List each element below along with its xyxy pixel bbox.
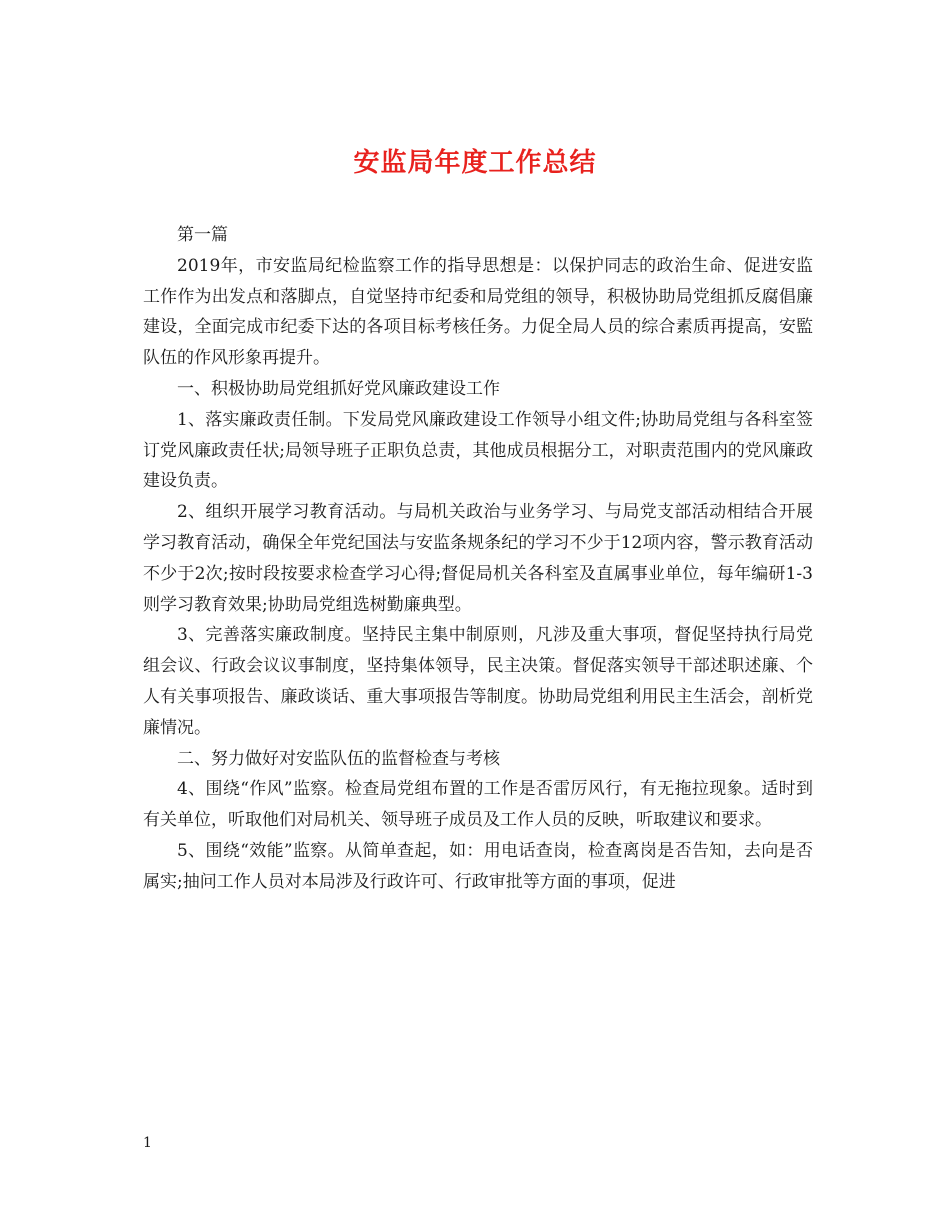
item-2-paragraph: 2、组织开展学习教育活动。与局机关政治与业务学习、与局党支部活动相结合开展学习教育活动，确保全年党纪国法与安监条规条纪的学习不少于12项内容，警示教育活动不少于2次;按时段按要求检查学习心得;督促局机关各科室及直属事业单位，每年编研1-3则学习教育效果;协助局党组选树勤廉典型。 bbox=[143, 502, 813, 615]
page-number: 1 bbox=[143, 1135, 152, 1151]
item-1-paragraph: 1、落实廉政责任制。下发局党风廉政建设工作领导小组文件;协助局党组与各科室签订党风廉政责任状;局领导班子正职负总责，其他成员根据分工，对职责范围内的党风廉政建设负责。 bbox=[143, 409, 813, 492]
section-label: 第一篇 bbox=[177, 225, 228, 245]
section-heading-2: 二、努力做好对安监队伍的监督检查与考核 bbox=[177, 748, 500, 769]
section-heading-1: 一、积极协助局党组抓好党风廉政建设工作 bbox=[177, 378, 500, 399]
item-5-paragraph: 5、围绕“效能”监察。从简单查起，如：用电话查岗，检查离岗是否告知，去向是否属实;抽问工作人员对本局涉及行政许可、行政审批等方面的事项，促进 bbox=[143, 840, 813, 892]
item-3-paragraph: 3、完善落实廉政制度。坚持民主集中制原则，凡涉及重大事项，督促坚持执行局党组会议、行政会议议事制度，坚持集体领导，民主决策。督促落实领导干部述职述廉、个人有关事项报告、廉政谈话、重大事项报告等制度。协助局党组利用民主生活会，剖析党廉情况。 bbox=[143, 625, 813, 738]
intro-paragraph: 2019年，市安监局纪检监察工作的指导思想是：以保护同志的政治生命、促进安监工作作为出发点和落脚点，自觉坚持市纪委和局党组的领导，积极协助局党组抓反腐倡廉建设，全面完成市纪委下达的各项目标考核任务。力促全局人员的综合素质再提高，安監队伍的作风形象再提升。 bbox=[143, 255, 813, 369]
document-body bbox=[143, 220, 813, 898]
item-4-paragraph: 4、围绕“作风”监察。检查局党组布置的工作是否雷厉风行，有无拖拉现象。适时到有关单位，听取他们对局机关、领导班子成员及工作人员的反映，听取建议和要求。 bbox=[143, 779, 813, 831]
document-title: 安监局年度工作总结 bbox=[353, 148, 597, 178]
